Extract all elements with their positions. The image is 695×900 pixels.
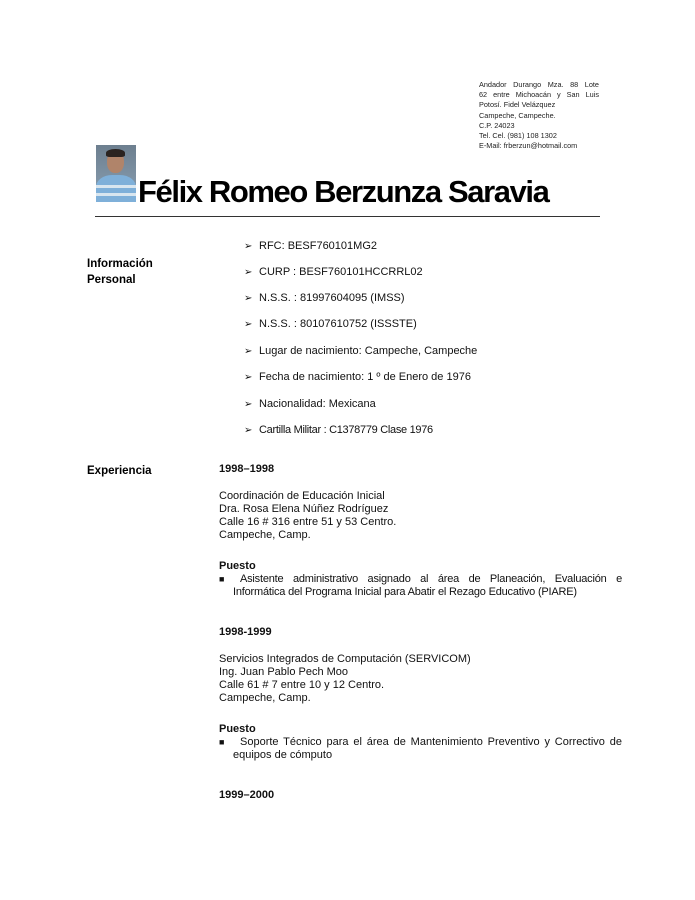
email-line: E-Mail: frberzun@hotmail.com — [479, 141, 578, 151]
arrow-bullet-icon: ➢ — [244, 241, 253, 252]
experience-entry — [219, 626, 622, 762]
arrow-bullet-icon: ➢ — [244, 267, 253, 278]
address-line: 62 entre Michoacán y San Luis — [479, 90, 599, 100]
square-bullet-icon: ■ — [219, 737, 225, 747]
list-item: ➢ Nacionalidad: Mexicana — [244, 398, 376, 410]
list-item: ➢ N.S.S. : 81997604095 (IMSS) — [244, 292, 405, 304]
profile-photo — [96, 145, 136, 202]
experience-entry — [219, 789, 622, 802]
job-description: ■ Soporte Técnico para el área de Mantenimiento Preventivo y Correctivo de equipos de cómputo — [219, 736, 622, 761]
list-item: ➢ CURP : BESF760101HCCRRL02 — [244, 266, 423, 278]
section-label-experience: Experiencia — [87, 465, 152, 477]
list-item: ➢ RFC: BESF760101MG2 — [244, 240, 377, 252]
job-position-label: Puesto — [219, 560, 256, 572]
job-period: 1999–2000 — [219, 789, 275, 801]
job-organization: Coordinación de Educación Inicial Dra. Rosa Elena Núñez Rodríguez Calle 16 # 316 entre 51 y 53 Centro. Campeche, Camp. — [219, 490, 397, 541]
arrow-bullet-icon: ➢ — [244, 399, 253, 410]
arrow-bullet-icon: ➢ — [244, 346, 253, 357]
job-description: ■ Asistente administrativo asignado al área de Planeación, Evaluación e Informática del Programa Inicial para Abatir el Rezago Educativo (PIARE) — [219, 573, 622, 598]
header-divider — [95, 216, 600, 217]
experience-entry — [219, 463, 622, 599]
job-organization: Servicios Integrados de Computación (SERVICOM) Ing. Juan Pablo Pech Moo Calle 61 # 7 entre 10 y 12 Centro. Campeche, Camp. — [219, 653, 471, 704]
list-item: ➢ Cartilla Militar : C1378779 Clase 1976 — [244, 424, 433, 436]
job-period: 1998–1998 — [219, 463, 275, 475]
address-line: C.P. 24023 — [479, 120, 515, 130]
arrow-bullet-icon: ➢ — [244, 319, 253, 330]
section-label-personal: Información Personal — [87, 258, 153, 286]
candidate-name: Félix Romeo Berzunza Saravia — [138, 174, 549, 209]
job-period: 1998-1999 — [219, 626, 272, 638]
square-bullet-icon: ■ — [219, 574, 225, 584]
list-item: ➢ Lugar de nacimiento: Campeche, Campeche — [244, 345, 478, 357]
address-line: Campeche, Campeche. — [479, 110, 556, 120]
contact-address — [479, 80, 599, 151]
address-line: Tel. Cel. (981) 108 1302 — [479, 131, 557, 141]
arrow-bullet-icon: ➢ — [244, 293, 253, 304]
list-item: ➢ Fecha de nacimiento: 1 º de Enero de 1976 — [244, 371, 471, 383]
arrow-bullet-icon: ➢ — [244, 372, 253, 383]
arrow-bullet-icon: ➢ — [244, 425, 253, 436]
address-line: Potosí. Fidel Velázquez — [479, 100, 556, 110]
list-item: ➢ N.S.S. : 80107610752 (ISSSTE) — [244, 318, 417, 330]
address-line: Andador Durango Mza. 88 Lote — [479, 80, 599, 89]
job-position-label: Puesto — [219, 723, 256, 735]
